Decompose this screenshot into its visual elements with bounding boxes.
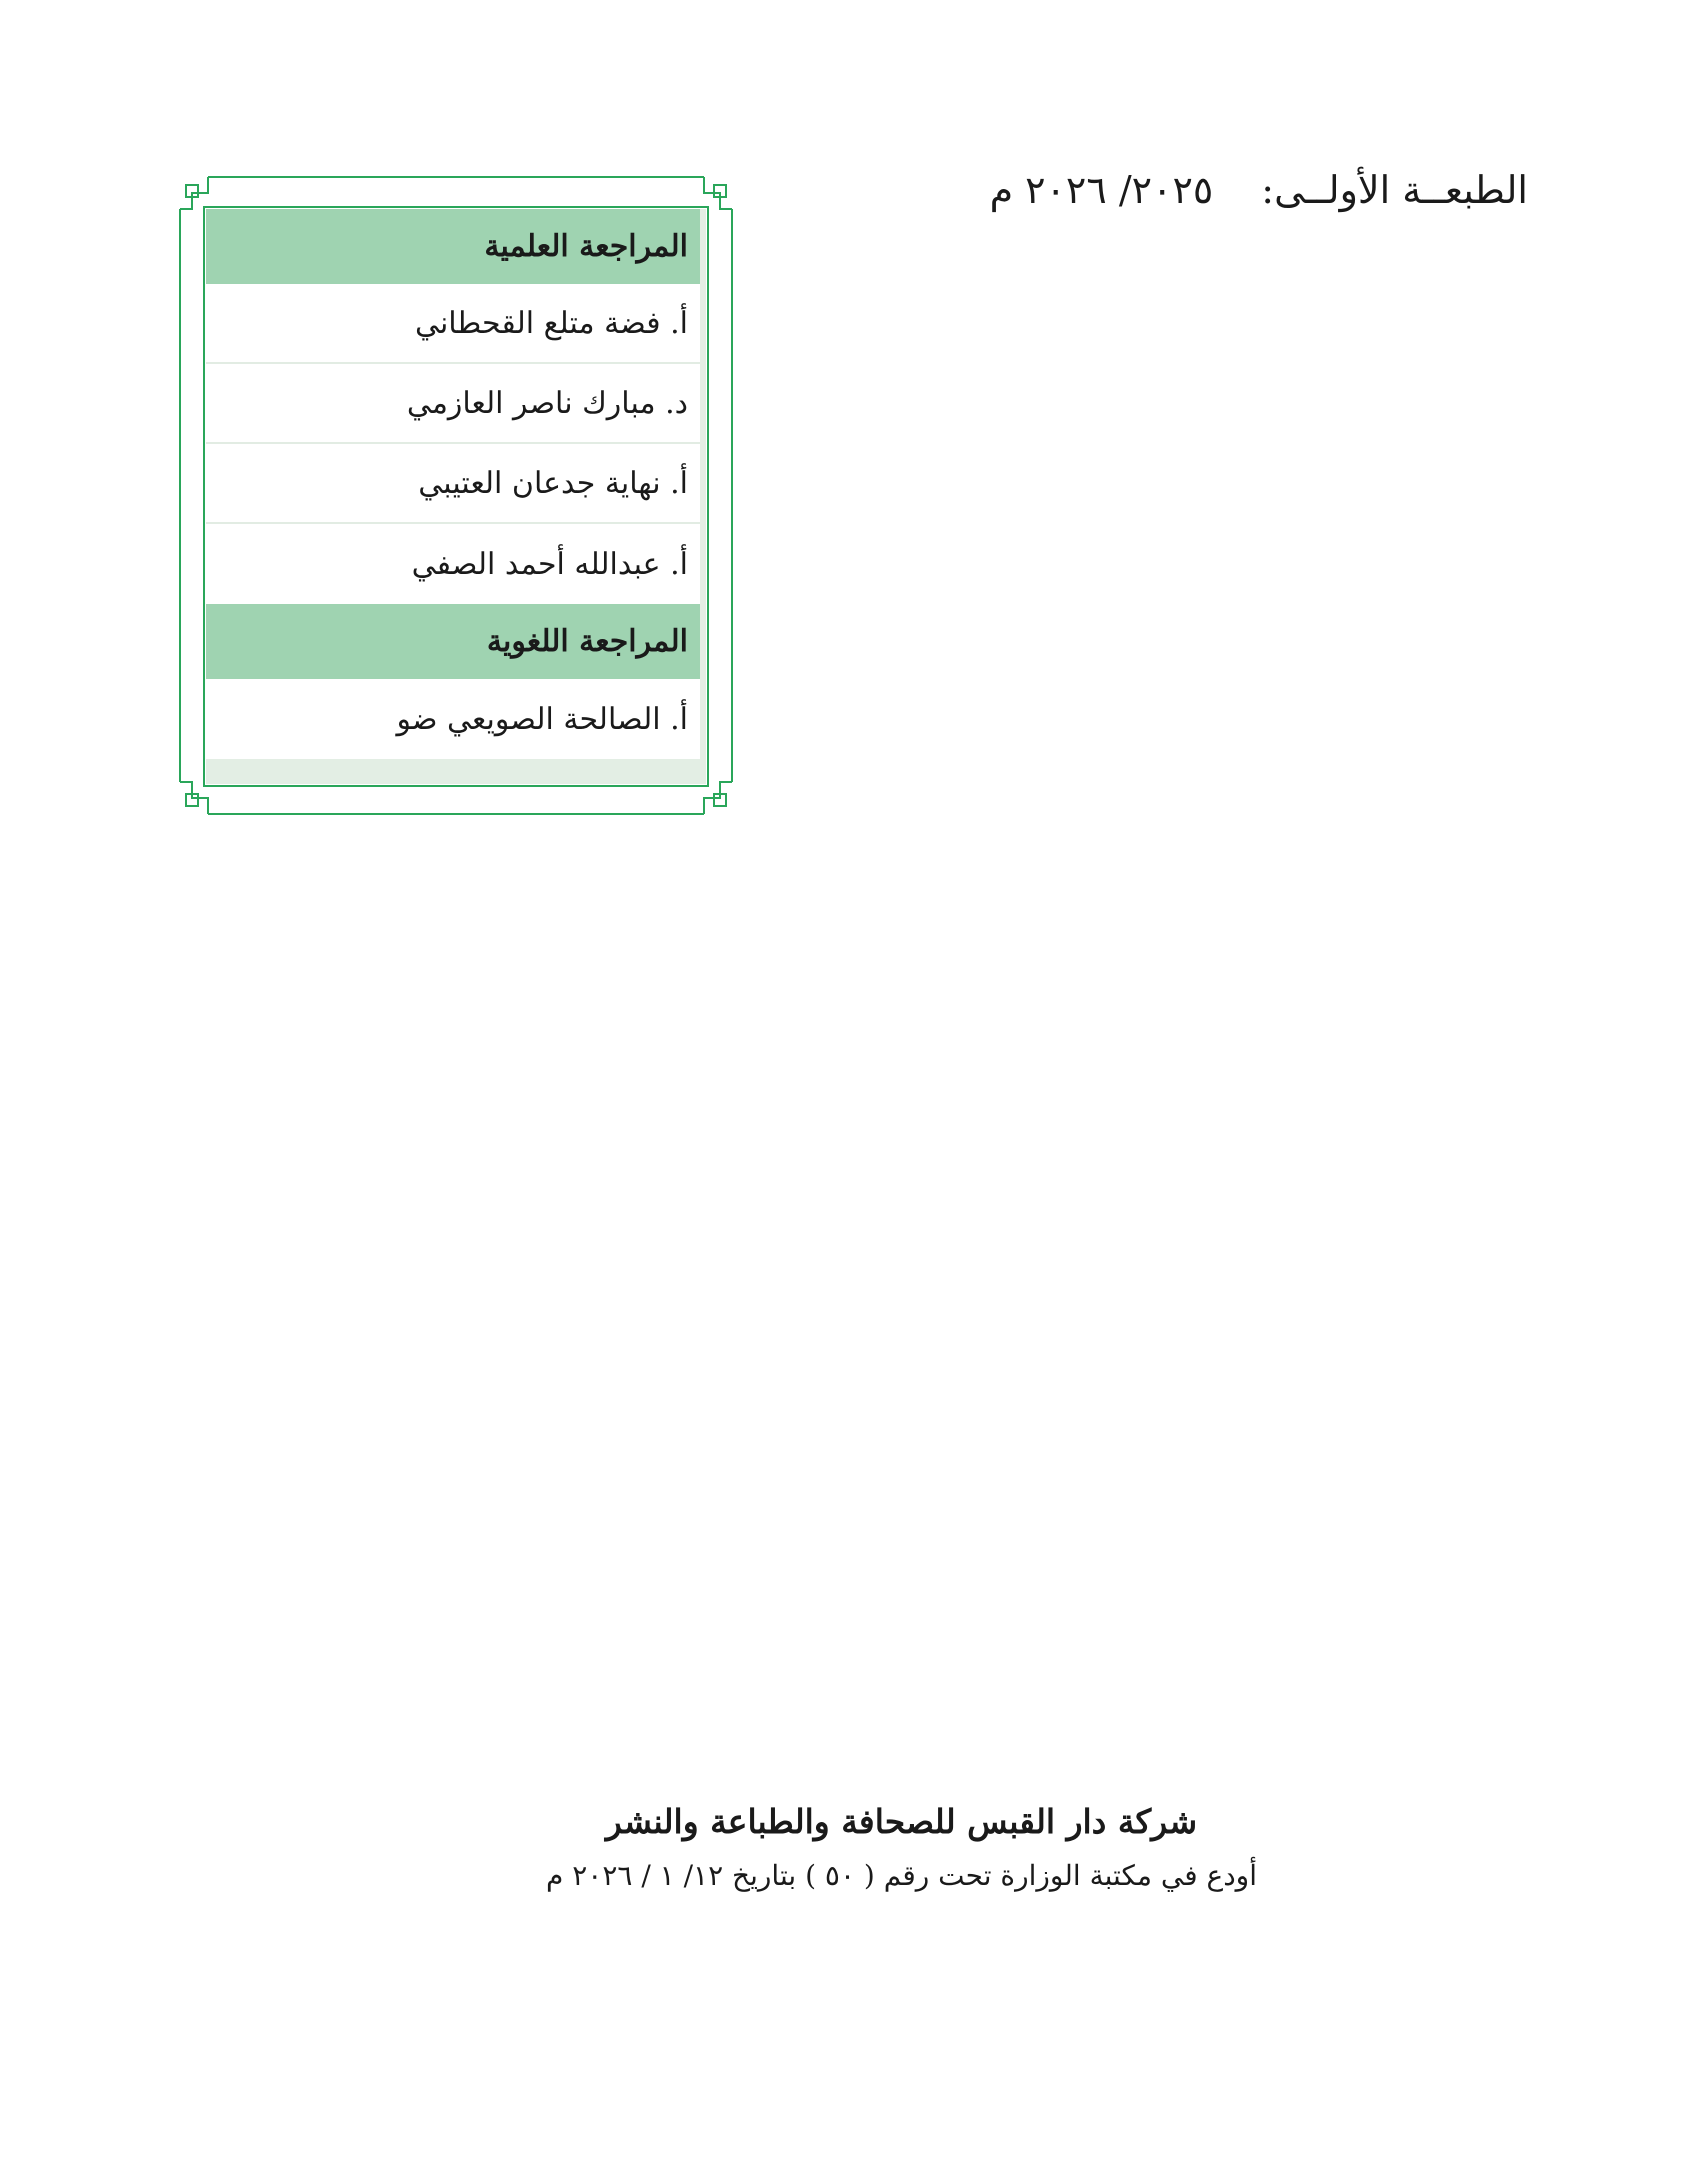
- section-header-linguistic: المراجعة اللغوية: [206, 604, 700, 679]
- reviewers-table: [206, 209, 700, 759]
- reviewer-name: أ. نهاية جدعان العتيبي: [206, 444, 700, 524]
- edition-label: الطبعــة الأولــى:: [1261, 168, 1528, 212]
- edition-years: ٢٠٢٥/ ٢٠٢٦: [1025, 168, 1214, 212]
- edition-value: [990, 168, 1214, 212]
- reviewer-name: د. مبارك ناصر العازمي: [206, 364, 700, 444]
- section-header-scientific: المراجعة العلمية: [206, 209, 700, 284]
- reviewer-name: أ. الصالحة الصويعي ضو: [206, 679, 700, 759]
- publisher-footer: [0, 1802, 1693, 1892]
- reviewers-box: [178, 175, 734, 816]
- deposit-note: أودع في مكتبة الوزارة تحت رقم ( ٥٠ ) بتاريخ ١٢/ ١ / ٢٠٢٦ م: [546, 1859, 1257, 1892]
- edition-era: م: [989, 168, 1014, 212]
- publisher-name: شركة دار القبس للصحافة والطباعة والنشر: [605, 1802, 1198, 1841]
- reviewer-name: أ. عبدالله أحمد الصفي: [206, 524, 700, 604]
- edition-line: [990, 168, 1528, 212]
- reviewer-name: أ. فضة متلع القحطاني: [206, 284, 700, 364]
